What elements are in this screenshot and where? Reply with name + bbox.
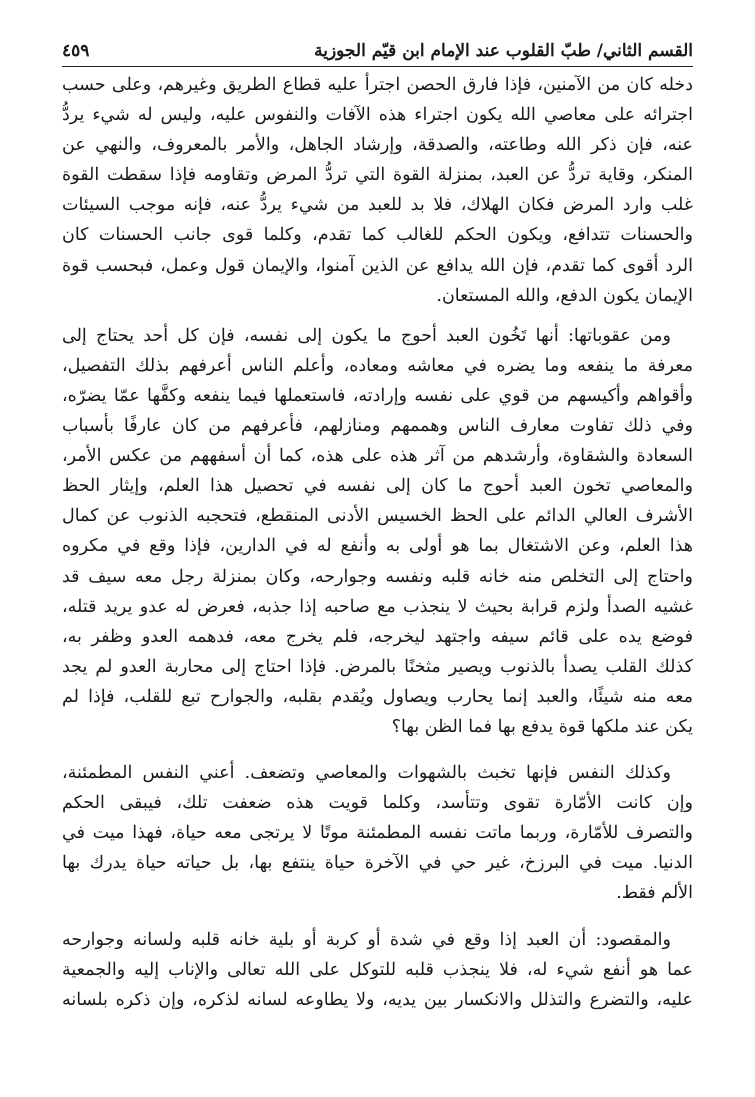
paragraph-1 [62,70,693,311]
text-line: عليه، والتضرع والتذلل والانكسار بين يديه، ولا يطاوعه لسانه لذكره، وإن ذكره بلسانه [62,989,693,1010]
paragraph-2 [62,321,693,742]
text-line: عنه، فإن ذكر الله وطاعته، والصدقة، وإرشاد الجاهل، والأمر بالمعروف، والنهي عن [62,135,693,156]
text-line: فوضع يده على قائم سيفه واجتهد ليخرجه، فلم يخرج معه، فدهمه العدو وظفر به، [62,626,693,647]
text-line: ومن عقوباتها: أنها تَخُون العبد أحوج ما يكون إلى نفسه، فإن كل أحد يحتاج إلى [62,325,671,346]
text-line: الرد أقوى كما تقدم، فإن الله يدافع عن الذين آمنوا، والإيمان قول وعمل، فبحسب قوة [62,255,693,276]
text-line: المنكر، وقاية تردُّ عن العبد، بمنزلة القوة التي تردُّ المرض وتقاومه فإذا سقطت القوة [62,165,693,186]
text-line: والمعاصي تخون العبد أحوج ما كان إلى نفسه في تحصيل هذا العلم، وإيثار الحظ [62,476,693,497]
text-line: يكن عند ملكها قوة يدفع بها فما الظن بها؟ [391,716,693,737]
text-line: الدنيا. ميت في البرزخ، غير حي في الآخرة حياة ينتفع بها، بل حياته حياة يدرك بها [62,853,693,874]
paragraph-3 [62,758,693,908]
text-line: غلب وارد المرض فكان الهلاك، فلا بد للعبد من شيء يردُّ عنه، فإنه موجب السيئات [62,195,693,216]
text-line: هذا العلم، وعن الاشتغال بما هو أولى به وأنفع له في الدارين، فإذا وقع في مكروه [62,536,693,557]
page-number: ٤٥٩ [62,41,90,61]
text-line: والتصرف للأمّارة، وربما ماتت نفسه المطمئنة موتًا لا يرتجى معه حياة، فهذا ميت في [62,823,693,844]
running-head-title: القسم الثاني/ طبّ القلوب عند الإمام ابن قيّم الجوزية [314,41,693,61]
header-rule [62,66,693,67]
text-line: الأشرف العالي الدائم على الحظ الخسيس الأدنى المنقطع، فتحجبه الذنوب عن كمال [62,506,693,527]
text-line: اجترائه على معاصي الله يكون اجتراء هذه الآفات والنفوس عليه، وليس له شيء يردُّ [62,105,693,126]
text-line: عما هو أنفع شيء له، فلا ينجذب قلبه للتوكل على الله تعالى والإناب إليه والجمعية [62,959,693,980]
text-line: وأقواهم وأكيسهم من قوي على نفسه وإرادته، فاستعملها فيما ينفعه وكفَّها عمّا يضرّه، [62,385,693,406]
text-line: والمقصود: أن العبد إذا وقع في شدة أو كربة أو بلية خانه قلبه ولسانه وجوارحه [62,929,671,950]
text-line: وفي ذلك تفاوت معارف الناس وهممهم ومنازلهم، فأعرفهم من كان عارفًا بأسباب [62,416,693,437]
text-line: غشيه الصدأ ولزم قرابة بحيث لا ينجذب مع صاحبه إذا جذبه، فعرض له عدو يريد قتله، [62,596,693,617]
text-line: واحتاج إلى التخلص منه خانه قلبه ونفسه وجوارحه، وكان بمنزلة رجل معه سيف قد [62,566,693,587]
text-line: الإيمان يكون الدفع، والله المستعان. [436,285,693,306]
text-line: وإن كانت الأمّارة تقوى وتتأسد، وكلما قويت هذه ضعفت تلك، فيبقى الحكم [62,793,693,814]
text-line: الألم فقط. [616,883,693,904]
running-head [62,34,693,68]
body-text [62,70,693,1029]
text-line: كذلك القلب يصدأ بالذنوب ويصير مثخنًا بالمرض. فإذا احتاج إلى محاربة العدو لم يجد [62,656,693,677]
text-line: دخله كان من الآمنين، فإذا فارق الحصن اجترأ عليه قطاع الطريق وغيرهم، وعلى حسب [62,75,693,95]
text-line: وكذلك النفس فإنها تخبث بالشهوات والمعاصي وتضعف. أعني النفس المطمئنة، [62,763,671,784]
text-line: السعادة والشقاوة، وأرشدهم من آثر هذه على هذه، كما أن أسفههم من عكس الأمر، [62,446,693,467]
text-line: معرفة ما ينفعه وما يضره في معاشه ومعاده، وأعلم الناس أعرفهم بذلك التفصيل، [62,355,693,376]
text-line: معه منه شيئًا، والعبد إنما يحارب ويصاول ويُقدم بقلبه، والجوارح تبع للقلب، فإذا لم [62,686,693,707]
text-line: والحسنات تتدافع، ويكون الحكم للغالب كما تقدم، وكلما قوى جانب الحسنات كان [62,225,693,246]
paragraph-4 [62,925,693,1015]
